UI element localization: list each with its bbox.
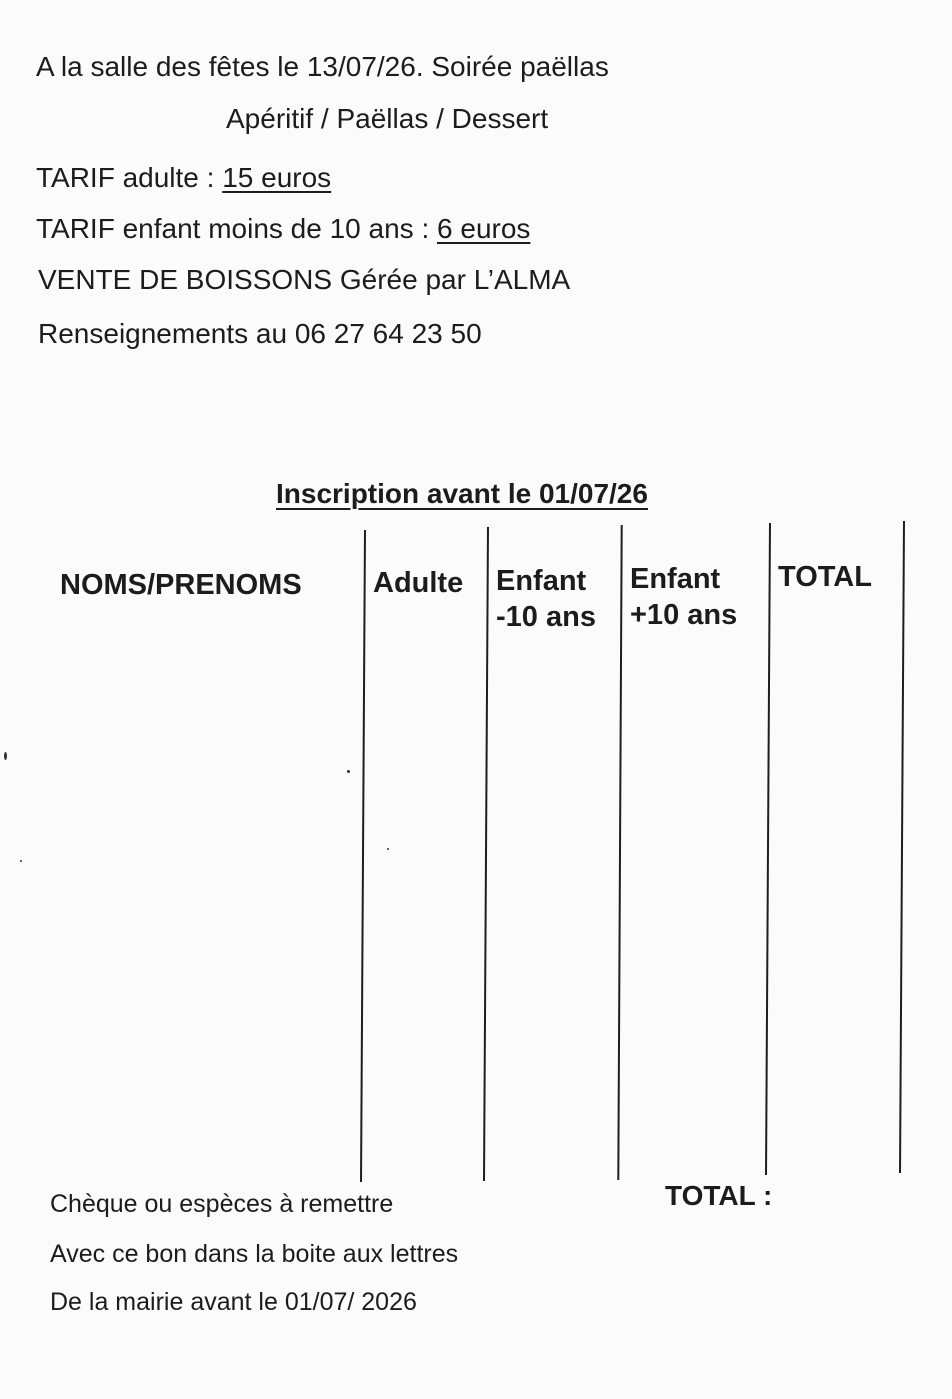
scan-speck xyxy=(347,770,350,773)
column-divider-1 xyxy=(360,530,366,1182)
boissons-line: VENTE DE BOISSONS Gérée par L’ALMA xyxy=(38,264,571,295)
scan-speck xyxy=(4,752,7,760)
column-header-adulte: Adulte xyxy=(373,567,464,599)
column-header-noms: NOMS/PRENOMS xyxy=(60,569,302,601)
column-divider-4 xyxy=(765,523,771,1175)
column-header-total: TOTAL xyxy=(778,561,872,593)
tarif-enfant-label: TARIF enfant moins de 10 ans : xyxy=(36,213,438,244)
scan-speck xyxy=(387,848,389,850)
footer-line-2: Avec ce bon dans la boite aux lettres xyxy=(50,1240,459,1268)
tarif-adulte-label: TARIF adulte : xyxy=(36,162,223,193)
footer-line-3: De la mairie avant le 01/07/ 2026 xyxy=(50,1288,417,1316)
menu-line: Apéritif / Paëllas / Dessert xyxy=(226,103,549,134)
footer-line-1: Chèque ou espèces à remettre xyxy=(50,1190,394,1218)
column-divider-3 xyxy=(617,525,622,1180)
tarif-adulte-value: 15 euros xyxy=(222,162,332,193)
renseignements-line: Renseignements au 06 27 64 23 50 xyxy=(38,318,482,349)
column-divider-5 xyxy=(899,521,905,1173)
scan-speck xyxy=(20,860,22,862)
tarif-enfant-value: 6 euros xyxy=(437,213,531,244)
column-header-enfant-plus-10: Enfant +10 ans xyxy=(630,563,738,631)
column-header-enfant-moins-10: Enfant -10 ans xyxy=(496,565,596,633)
tarif-enfant xyxy=(36,214,530,245)
grand-total-label: TOTAL : xyxy=(665,1180,773,1211)
event-title: A la salle des fêtes le 13/07/26. Soirée paëllas xyxy=(36,51,609,82)
inscription-title: Inscription avant le 01/07/26 xyxy=(276,478,648,509)
tarif-adulte xyxy=(36,163,331,194)
column-divider-2 xyxy=(483,527,489,1181)
